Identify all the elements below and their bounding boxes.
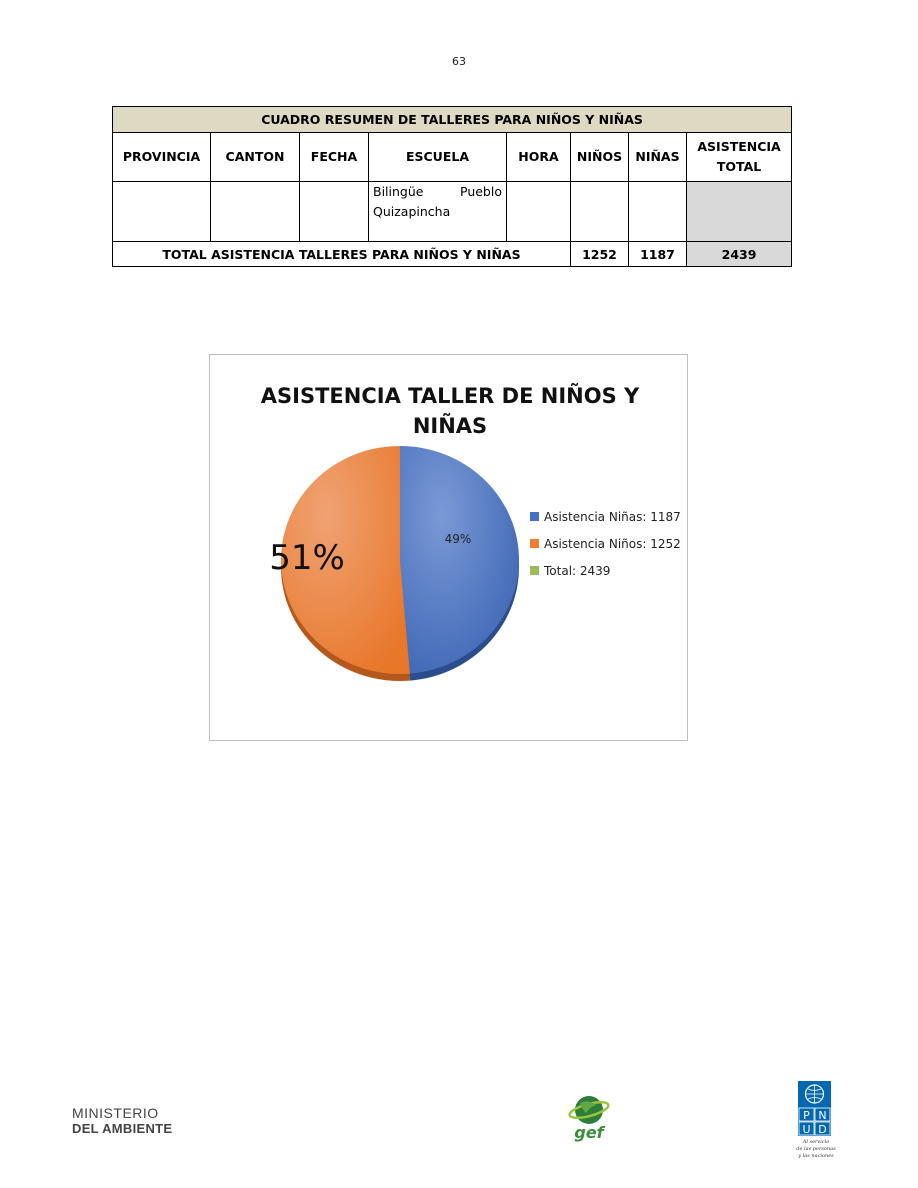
legend-label: Asistencia Niños: 1252 <box>544 536 681 551</box>
header-provincia: PROVINCIA <box>113 133 211 182</box>
pie-data-label: 51% <box>269 538 345 578</box>
pie-data-label: 49% <box>444 532 472 546</box>
gef-text: gef <box>574 1123 604 1142</box>
pnud-tagline-3: y las naciones <box>798 1153 834 1159</box>
header-escuela: ESCUELA <box>369 133 507 182</box>
ministerio-line2: DEL AMBIENTE <box>72 1121 173 1136</box>
header-asistencia-line1: ASISTENCIA <box>697 139 781 154</box>
legend-label: Total: 2439 <box>544 563 611 578</box>
cell-canton <box>211 182 300 242</box>
cell-asistencia <box>687 182 792 242</box>
cell-fecha <box>300 182 369 242</box>
cell-provincia <box>113 182 211 242</box>
ministerio-logo <box>72 1105 172 1136</box>
header-asistencia-line2: TOTAL <box>716 159 762 174</box>
total-ninos: 1252 <box>571 242 629 267</box>
pnud-letter-d: D <box>818 1123 827 1136</box>
header-asistencia-total <box>687 133 792 182</box>
summary-table <box>112 106 792 267</box>
legend-label: Asistencia Niñas: 1187 <box>544 509 681 524</box>
table-title: CUADRO RESUMEN DE TALLERES PARA NIÑOS Y NIÑAS <box>113 107 792 133</box>
pie-chart <box>209 354 688 741</box>
pnud-letter-u: U <box>802 1123 811 1136</box>
legend-item <box>530 557 681 584</box>
header-hora: HORA <box>507 133 571 182</box>
chart-title-line2: NIÑAS <box>412 414 488 438</box>
chart-legend <box>530 503 681 584</box>
pnud-letter-p: P <box>803 1109 810 1122</box>
header-ninas: NIÑAS <box>629 133 687 182</box>
total-asistencia: 2439 <box>687 242 792 267</box>
cell-ninas <box>629 182 687 242</box>
pnud-tagline-1: Al servicio <box>802 1139 830 1145</box>
chart-title-line1: ASISTENCIA TALLER DE NIÑOS Y <box>260 384 640 408</box>
total-label: TOTAL ASISTENCIA TALLERES PARA NIÑOS Y NIÑAS <box>113 242 571 267</box>
pnud-tagline <box>792 1139 840 1160</box>
header-ninos: NIÑOS <box>571 133 629 182</box>
escuela-word1: Bilingüe <box>373 184 424 199</box>
cell-hora <box>507 182 571 242</box>
legend-item <box>530 503 681 530</box>
pie-slice <box>400 446 519 674</box>
cell-ninos <box>571 182 629 242</box>
header-fecha: FECHA <box>300 133 369 182</box>
legend-swatch <box>530 512 539 521</box>
ministerio-line1: MINISTERIO <box>72 1105 159 1121</box>
table-row <box>113 182 792 242</box>
page-number: 63 <box>452 55 466 68</box>
pnud-letter-n: N <box>818 1109 827 1122</box>
cell-escuela <box>369 182 507 242</box>
gef-logo <box>566 1093 612 1143</box>
header-canton: CANTON <box>211 133 300 182</box>
legend-swatch <box>530 539 539 548</box>
total-row <box>113 242 792 267</box>
legend-item <box>530 530 681 557</box>
escuela-word2: Pueblo <box>460 184 502 199</box>
escuela-line2: Quizapincha <box>373 204 451 219</box>
pnud-tagline-2: de las personas <box>796 1146 836 1152</box>
total-ninas: 1187 <box>629 242 687 267</box>
legend-swatch <box>530 566 539 575</box>
